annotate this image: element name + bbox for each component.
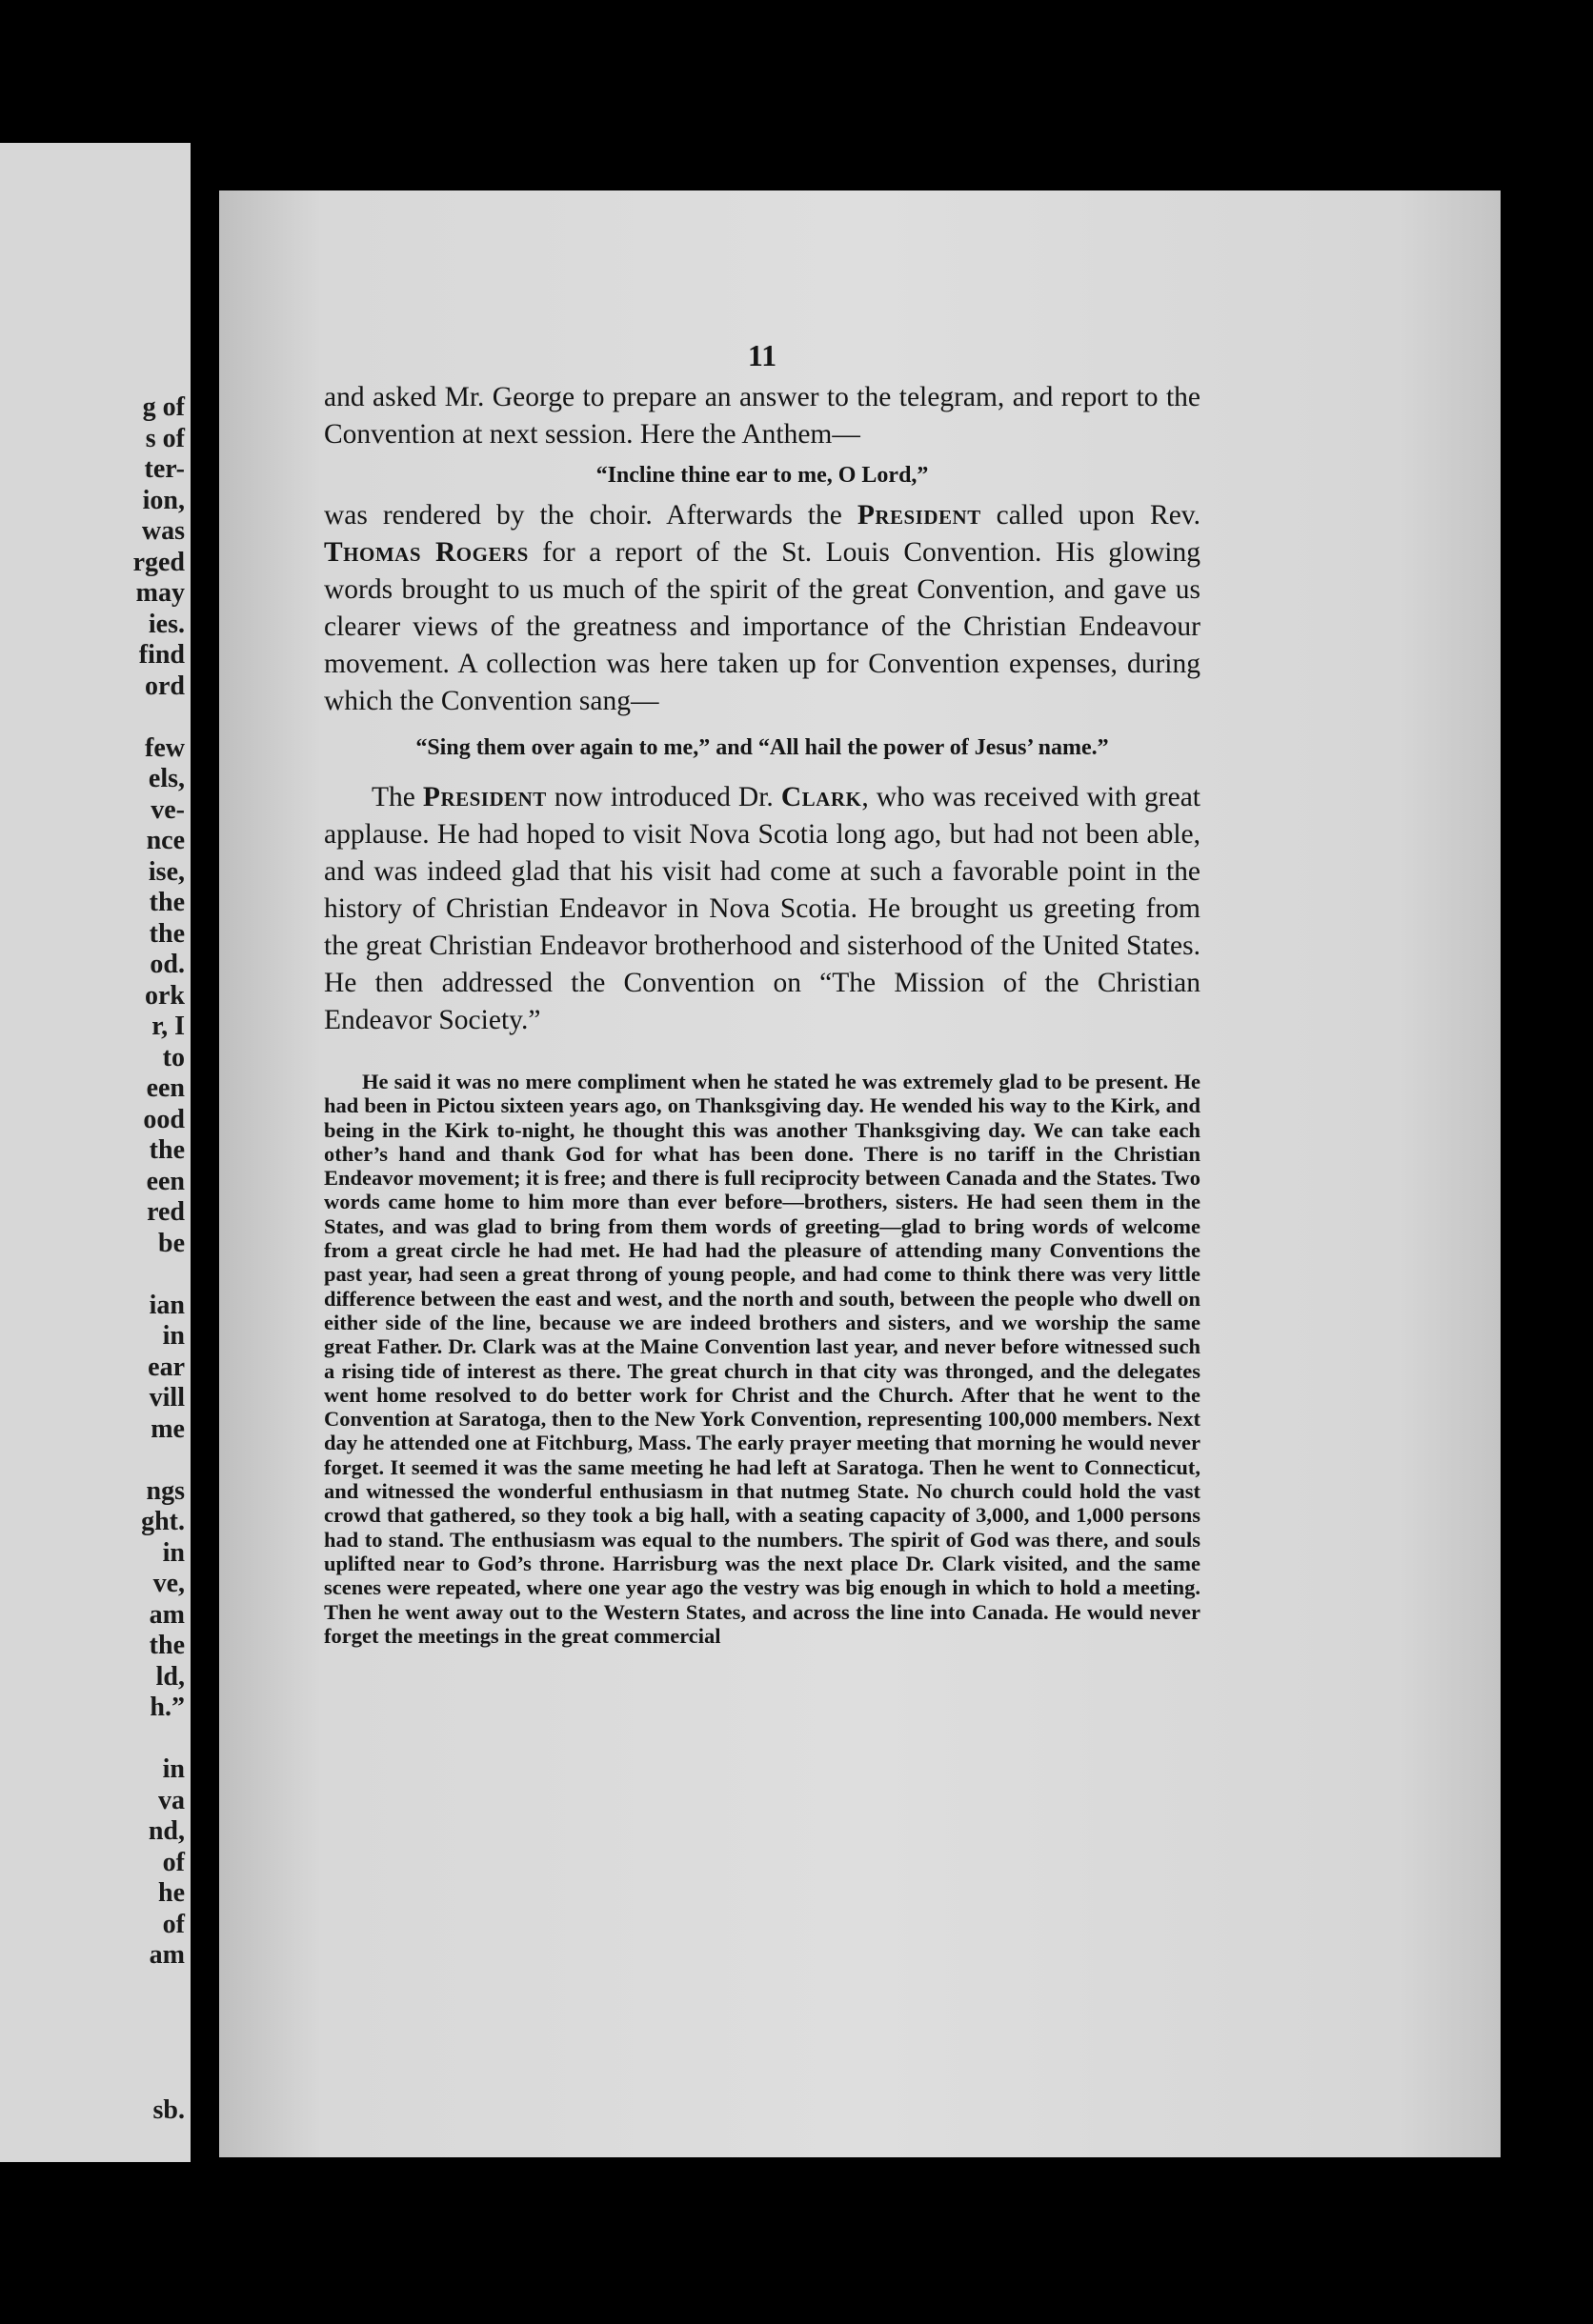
left-fragment-line: rged [132, 547, 185, 577]
left-fragment-line: od. [150, 950, 185, 979]
left-fragment-line: ise, [148, 856, 185, 887]
left-fragment-line: ies. [148, 609, 185, 639]
left-fragment-line: to [162, 1042, 185, 1072]
left-fragment-line: am [149, 1940, 185, 1970]
left-fragment-line: the [149, 918, 185, 949]
hymn-quote: “Sing them over again to me,” and “All hail the power of Jesus’ name.” [415, 735, 1109, 760]
left-fragment-line: find [138, 640, 185, 670]
left-fragment-line: va [158, 1785, 185, 1815]
left-page-fragment [0, 143, 191, 2162]
left-fragment-line: ght. [141, 1507, 185, 1536]
left-fragment-line [133, 2002, 185, 2034]
left-fragment-line: els, [148, 764, 185, 793]
left-fragment-line: ve- [151, 794, 185, 825]
left-fragment-line: vill [149, 1383, 185, 1412]
paragraph-1: and asked Mr. George to prepare an answer to the telegram, and report to the Convention at next session. Here the Anthem— [324, 382, 1200, 450]
left-fragment-line: was [141, 516, 185, 546]
left-fragment-line: ood [143, 1104, 185, 1134]
page [219, 190, 1501, 2157]
left-fragment-line [133, 1445, 185, 1476]
page-number: 11 [747, 338, 777, 372]
left-fragment-line: he [158, 1878, 185, 1908]
left-fragment-line: of [162, 1847, 185, 1877]
left-fragment-line [133, 2034, 185, 2065]
left-fragment-line: in [162, 1754, 185, 1784]
left-fragment-line: een [146, 1166, 185, 1196]
left-fragment-line [133, 1972, 185, 2003]
left-fragment-line: ear [148, 1352, 185, 1382]
address-summary: He said it was no mere compliment when he stated he was extremely glad to be present. He had been in Pictou sixteen years ago, on Thanksgiving day. He wended his way to the Kirk, and being in the Kirk to-night, he thought this was another Thanksgiving day. We can take each other’s hand and thank God for what has been done. There is no tariff in the Christian Endeavor movement; it is free; and there is full reciprocity between Canada and the States. Two words came home to him more than ever before—brothers, sisters. He had seen them in the States, and was glad to bring from them words of greeting—glad to bring words of welcome from a great circle he had met. He had had the pleasure of attending many Conventions the past year, had seen a great throng of young people, and had come to think there was very little difference between the east and west, and the north and south, between the people who dwell on either side of the line, because we are indeed brothers and sisters, and we worship the same great Father. Dr. Clark was at the Maine Convention last year, and never before witnessed such a rising tide of interest as there. The great church in that city was thronged, and the delegates went home resolved to do better work for Christ and the Church. After that he went to the Convention at Saratoga, then to the New York Convention, representing 100,000 members. Next day he attended one at Fitchburg, Mass. The early prayer meeting that morning he would never forget. It seemed it was the same meeting he had left at Saratoga. Then he went to Connecticut, and witnessed the wonderful enthusiasm in that nutmeg State. No church could hold the vast crowd that gathered, so they took a big hall, with a seating capacity of 3,000, and 1,000 persons had to stand. The enthusiasm was equal to the numbers. The spirit of God was there, and souls uplifted near to God’s throne. Harrisburg was the next place Dr. Clark visited, and the same scenes were repeated, where one year ago the vestry was big enough in which to hold a meeting. Then he went away out to the Western States, and across the line into Canada. He would never forget the meetings in the great commercial [324, 1070, 1200, 1648]
anthem-quote: “Incline thine ear to me, O Lord,” [595, 463, 929, 488]
left-fragment-line: ter- [144, 454, 185, 484]
left-fragment-line [133, 1259, 185, 1291]
left-fragment-line: ion, [142, 485, 185, 515]
left-fragment-line: may [135, 578, 185, 608]
left-fragment-line [133, 1724, 185, 1755]
left-fragment-line: een [146, 1073, 185, 1103]
left-fragment-line: be [158, 1228, 185, 1258]
left-page-text [133, 392, 185, 2126]
left-fragment-line: am [149, 1599, 185, 1630]
paragraph-2: was rendered by the choir. Afterwards the President called upon Rev. Thomas Rogers for a report of the St. Louis Convention. His glowing words brought to us much of the spirit of the great Convention, and gave us clearer views of the greatness and importance of the Christian Endeavour movement. A collection was here taken up for Convention expenses, during which the Convention sang— [324, 500, 1200, 716]
left-fragment-line: nce [146, 826, 185, 855]
left-fragment-line: in [162, 1321, 185, 1351]
left-fragment-line [133, 702, 185, 733]
left-fragment-line: red [147, 1197, 185, 1227]
left-fragment-line: ve, [152, 1569, 185, 1598]
left-fragment-line: the [149, 1135, 185, 1165]
left-fragment-line: ord [145, 671, 185, 701]
left-fragment-line: h.” [150, 1693, 185, 1722]
book-gutter [191, 133, 217, 2172]
left-fragment-line: ian [149, 1290, 185, 1320]
left-fragment-line: the [149, 888, 185, 917]
left-fragment-line: in [162, 1537, 185, 1568]
page-content [324, 338, 1200, 1648]
left-fragment-line: ld, [155, 1661, 185, 1692]
left-fragment-line: nd, [148, 1816, 185, 1846]
left-fragment-line: the [149, 1631, 185, 1660]
left-fragment-line: g of [142, 392, 185, 422]
paragraph-3: The President now introduced Dr. Clark, who was received with great applause. He had hoped to visit Nova Scotia long ago, but had not been able, and was indeed glad that his visit had come at such a favorable point in the history of Christian Endeavor in Nova Scotia. He brought us greeting from the great Christian Endeavor brotherhood and sisterhood of the United States. He then addressed the Convention on “The Mission of the Christian Endeavor Society.” [324, 782, 1200, 1035]
left-fragment-line: r, I [151, 1012, 185, 1041]
left-fragment-line: s of [145, 423, 185, 453]
left-fragment-line [133, 2064, 185, 2095]
left-fragment-line: of [162, 1909, 185, 1939]
left-fragment-line: sb. [152, 2094, 185, 2125]
left-fragment-line: me [151, 1413, 185, 1444]
left-fragment-line: few [145, 732, 185, 763]
left-fragment-line: ork [145, 980, 185, 1011]
left-fragment-line: ngs [146, 1475, 185, 1506]
